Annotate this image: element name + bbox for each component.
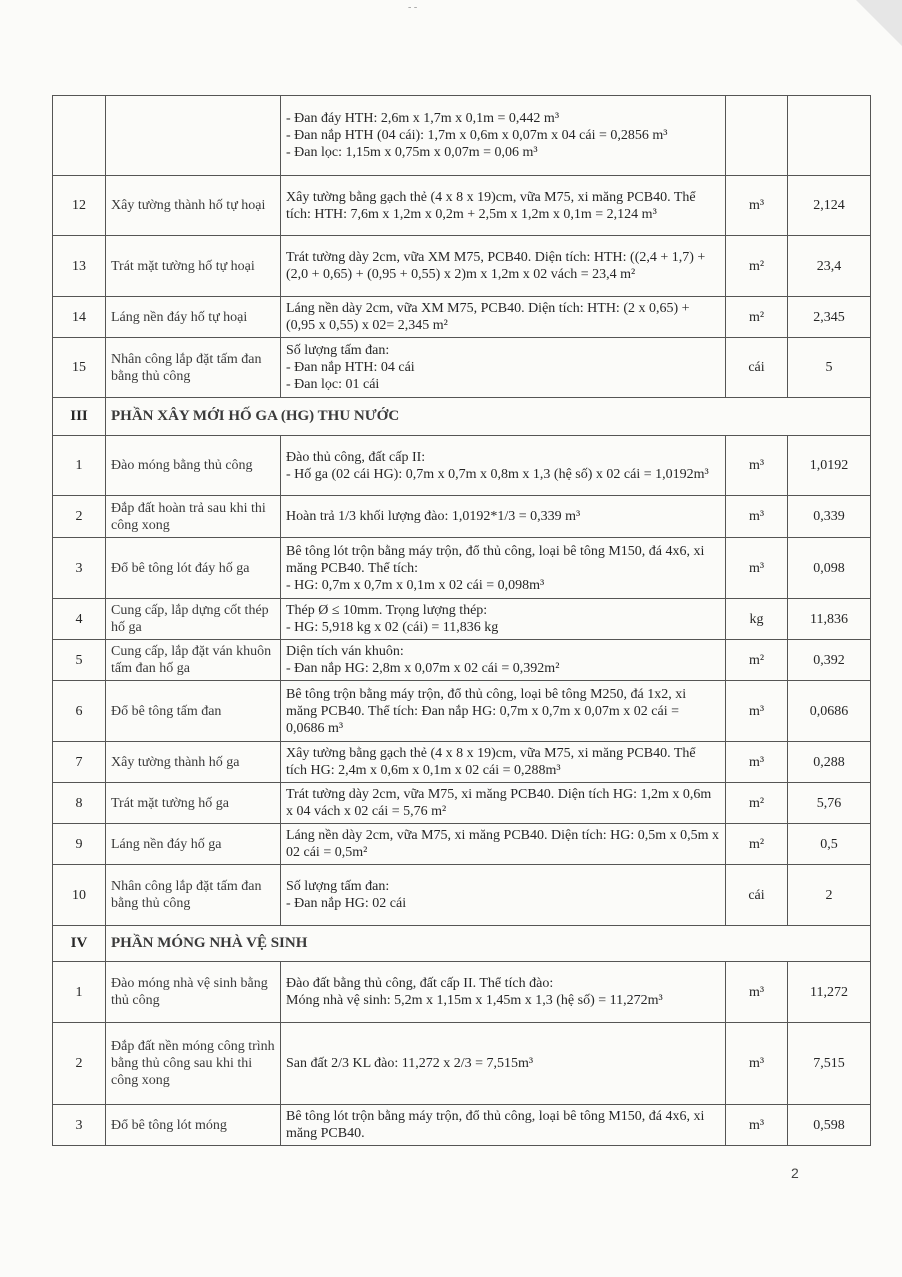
item-quantity: 0,598: [788, 1105, 871, 1146]
item-quantity: [788, 96, 871, 176]
item-number: 2: [53, 496, 106, 538]
item-unit: [726, 96, 788, 176]
description-line: Trát tường dày 2cm, vữa XM M75, PCB40. Diện tích: HTH: ((2,4 + 1,7) + (2,0 + 0,65) + (0,95 + 0,55) x 2)m x 1,2m x 02 vách = 23,4 m²: [286, 250, 706, 282]
item-description: [281, 1023, 726, 1105]
item-name: Đổ bê tông lót móng: [106, 1105, 281, 1146]
description-line: Bê tông lót trộn bằng máy trộn, đổ thủ công, loại bê tông M150, đá 4x6, xi măng PCB40.: [286, 1109, 705, 1141]
item-unit: m²: [726, 824, 788, 865]
item-number: 13: [53, 236, 106, 297]
item-name: Đổ bê tông tấm đan: [106, 681, 281, 742]
table-row: [53, 783, 871, 824]
item-name: Láng nền đáy hố ga: [106, 824, 281, 865]
page-number: 2: [791, 1165, 799, 1181]
description-line: Đào thủ công, đất cấp II:: [286, 449, 426, 465]
description-line: Số lượng tấm đan:: [286, 343, 390, 358]
description-line: San đất 2/3 KL đào: 11,272 x 2/3 = 7,515m³: [286, 1056, 534, 1071]
table-row: [53, 176, 871, 236]
table-row: [53, 338, 871, 398]
description-line: Bê tông lót trộn bằng máy trộn, đổ thủ công, loại bê tông M150, đá 4x6, xi măng PCB40. Thể tích:: [286, 543, 705, 576]
item-description: [281, 338, 726, 398]
table-row: [53, 681, 871, 742]
item-description: [281, 496, 726, 538]
item-quantity: 11,836: [788, 599, 871, 640]
description-line: Đào đất bằng thủ công, đất cấp II. Thể tích đào:: [286, 976, 554, 991]
item-number: 7: [53, 742, 106, 783]
table-row: [53, 599, 871, 640]
item-number: 2: [53, 1023, 106, 1105]
section-number: III: [53, 398, 106, 436]
item-description: [281, 236, 726, 297]
item-unit: m³: [726, 962, 788, 1023]
item-quantity: 0,0686: [788, 681, 871, 742]
item-number: [53, 96, 106, 176]
item-unit: m³: [726, 176, 788, 236]
item-description: [281, 783, 726, 824]
item-description: [281, 538, 726, 599]
item-name: Đào móng bằng thủ công: [106, 436, 281, 496]
item-quantity: 11,272: [788, 962, 871, 1023]
item-number: 3: [53, 538, 106, 599]
item-quantity: 5,76: [788, 783, 871, 824]
description-line: - Hố ga (02 cái HG): 0,7m x 0,7m x 0,8m x 1,3 (hệ số) x 02 cái = 1,0192m³: [286, 466, 709, 482]
item-quantity: 2: [788, 865, 871, 926]
item-description: [281, 297, 726, 338]
description-line: - HG: 5,918 kg x 02 (cái) = 11,836 kg: [286, 620, 499, 635]
item-name: Trát mặt tường hố ga: [106, 783, 281, 824]
item-quantity: 0,098: [788, 538, 871, 599]
item-number: 10: [53, 865, 106, 926]
item-unit: m³: [726, 1023, 788, 1105]
description-line: Diện tích ván khuôn:: [286, 644, 404, 659]
item-unit: m³: [726, 538, 788, 599]
item-quantity: 2,124: [788, 176, 871, 236]
table-row: [53, 824, 871, 865]
item-unit: m²: [726, 783, 788, 824]
table-row: [53, 865, 871, 926]
item-name: Đắp đất hoàn trả sau khi thi công xong: [106, 496, 281, 538]
item-number: 3: [53, 1105, 106, 1146]
item-description: [281, 681, 726, 742]
table-row: [53, 436, 871, 496]
item-description: [281, 824, 726, 865]
item-name: Đổ bê tông lót đáy hố ga: [106, 538, 281, 599]
item-quantity: 23,4: [788, 236, 871, 297]
item-number: 5: [53, 640, 106, 681]
item-unit: kg: [726, 599, 788, 640]
description-line: - Đan lọc: 01 cái: [286, 377, 380, 392]
item-description: [281, 865, 726, 926]
item-description: [281, 599, 726, 640]
table-row: [53, 297, 871, 338]
section-number: IV: [53, 926, 106, 962]
table-row: [53, 742, 871, 783]
item-description: [281, 640, 726, 681]
item-unit: m²: [726, 297, 788, 338]
item-unit: m³: [726, 496, 788, 538]
item-name: Nhân công lắp đặt tấm đan bằng thủ công: [106, 338, 281, 398]
description-line: - Đan đáy HTH: 2,6m x 1,7m x 0,1m = 0,442 m³: [286, 111, 560, 126]
item-unit: cái: [726, 865, 788, 926]
item-number: 4: [53, 599, 106, 640]
item-description: [281, 436, 726, 496]
item-number: 14: [53, 297, 106, 338]
description-line: - Đan nắp HTH: 04 cái: [286, 360, 415, 375]
description-line: Láng nền dày 2cm, vữa XM M75, PCB40. Diện tích: HTH: (2 x 0,65) + (0,95 x 0,55) x 02= 2,345 m²: [286, 301, 690, 333]
item-name: Xây tường thành hố ga: [106, 742, 281, 783]
description-line: Số lượng tấm đan:: [286, 879, 390, 894]
item-quantity: 1,0192: [788, 436, 871, 496]
item-number: 8: [53, 783, 106, 824]
item-description: [281, 1105, 726, 1146]
item-unit: m²: [726, 236, 788, 297]
item-description: [281, 96, 726, 176]
description-line: Xây tường bằng gạch thẻ (4 x 8 x 19)cm, vữa M75, xi măng PCB40. Thể tích HG: 2,4m x 0,6m x 0,1m x 02 cái = 0,288m³: [286, 746, 696, 778]
description-line: - Đan nắp HTH (04 cái): 1,7m x 0,6m x 0,07m x 04 cái = 0,2856 m³: [286, 128, 668, 143]
description-line: - Đan nắp HG: 2,8m x 0,07m x 02 cái = 0,392m²: [286, 661, 560, 676]
top-mark: - -: [408, 2, 418, 13]
page-corner-fold: [856, 0, 902, 46]
item-quantity: 0,339: [788, 496, 871, 538]
description-line: Bê tông trộn bằng máy trộn, đổ thủ công, loại bê tông M250, đá 1x2, xi măng PCB40. Thể tích: Đan nắp HG: 0,7m x 0,7m x 0,07m x 02 cái = 0,0686 m³: [286, 686, 687, 736]
description-line: Xây tường bằng gạch thẻ (4 x 8 x 19)cm, vữa M75, xi măng PCB40. Thể tích: HTH: 7,6m x 1,2m x 0,2m + 2,5m x 1,2m x 0,1m = 2,124 m³: [286, 189, 696, 222]
table-row: [53, 1105, 871, 1146]
item-description: [281, 176, 726, 236]
item-number: 9: [53, 824, 106, 865]
item-quantity: 5: [788, 338, 871, 398]
section-row: [53, 926, 871, 962]
table-row: [53, 962, 871, 1023]
section-title: PHẦN MÓNG NHÀ VỆ SINH: [106, 926, 871, 962]
item-unit: m³: [726, 681, 788, 742]
section-title: PHẦN XÂY MỚI HỐ GA (HG) THU NƯỚC: [106, 398, 871, 436]
item-quantity: 0,5: [788, 824, 871, 865]
item-description: [281, 962, 726, 1023]
description-line: Thép Ø ≤ 10mm. Trọng lượng thép:: [286, 603, 488, 618]
item-name: Cung cấp, lắp đặt ván khuôn tấm đan hố ga: [106, 640, 281, 681]
description-line: Trát tường dày 2cm, vữa M75, xi măng PCB40. Diện tích HG: 1,2m x 0,6m x 04 vách x 02 cái = 5,76 m²: [286, 787, 712, 819]
item-quantity: 0,392: [788, 640, 871, 681]
item-unit: cái: [726, 338, 788, 398]
item-name: [106, 96, 281, 176]
table-row: [53, 236, 871, 297]
item-name: Đắp đất nền móng công trình bằng thủ công sau khi thi công xong: [106, 1023, 281, 1105]
item-name: Cung cấp, lắp dựng cốt thép hố ga: [106, 599, 281, 640]
item-number: 15: [53, 338, 106, 398]
quantity-table-body: [53, 96, 871, 1146]
table-row: [53, 496, 871, 538]
item-number: 1: [53, 436, 106, 496]
item-number: 6: [53, 681, 106, 742]
item-unit: m³: [726, 742, 788, 783]
description-line: Láng nền dày 2cm, vữa M75, xi măng PCB40. Diện tích: HG: 0,5m x 0,5m x 02 cái = 0,5m²: [286, 828, 719, 860]
description-line: - HG: 0,7m x 0,7m x 0,1m x 02 cái = 0,098m³: [286, 577, 545, 593]
item-description: [281, 742, 726, 783]
section-row: [53, 398, 871, 436]
item-name: Láng nền đáy hố tự hoại: [106, 297, 281, 338]
item-name: Xây tường thành hố tự hoại: [106, 176, 281, 236]
description-line: - Đan nắp HG: 02 cái: [286, 896, 407, 911]
item-name: Nhân công lắp đặt tấm đan bằng thủ công: [106, 865, 281, 926]
table-row: [53, 96, 871, 176]
quantity-table: [52, 95, 871, 1146]
table-row: [53, 640, 871, 681]
item-name: Đào móng nhà vệ sinh bằng thủ công: [106, 962, 281, 1023]
item-unit: m³: [726, 436, 788, 496]
item-quantity: 2,345: [788, 297, 871, 338]
description-line: Móng nhà vệ sinh: 5,2m x 1,15m x 1,45m x 1,3 (hệ số) = 11,272m³: [286, 993, 663, 1008]
table-row: [53, 1023, 871, 1105]
item-number: 1: [53, 962, 106, 1023]
description-line: Hoàn trả 1/3 khối lượng đào: 1,0192*1/3 = 0,339 m³: [286, 509, 581, 524]
description-line: - Đan lọc: 1,15m x 0,75m x 0,07m = 0,06 m³: [286, 145, 538, 160]
item-number: 12: [53, 176, 106, 236]
item-name: Trát mặt tường hố tự hoại: [106, 236, 281, 297]
table-row: [53, 538, 871, 599]
item-quantity: 7,515: [788, 1023, 871, 1105]
item-unit: m²: [726, 640, 788, 681]
item-quantity: 0,288: [788, 742, 871, 783]
item-unit: m³: [726, 1105, 788, 1146]
